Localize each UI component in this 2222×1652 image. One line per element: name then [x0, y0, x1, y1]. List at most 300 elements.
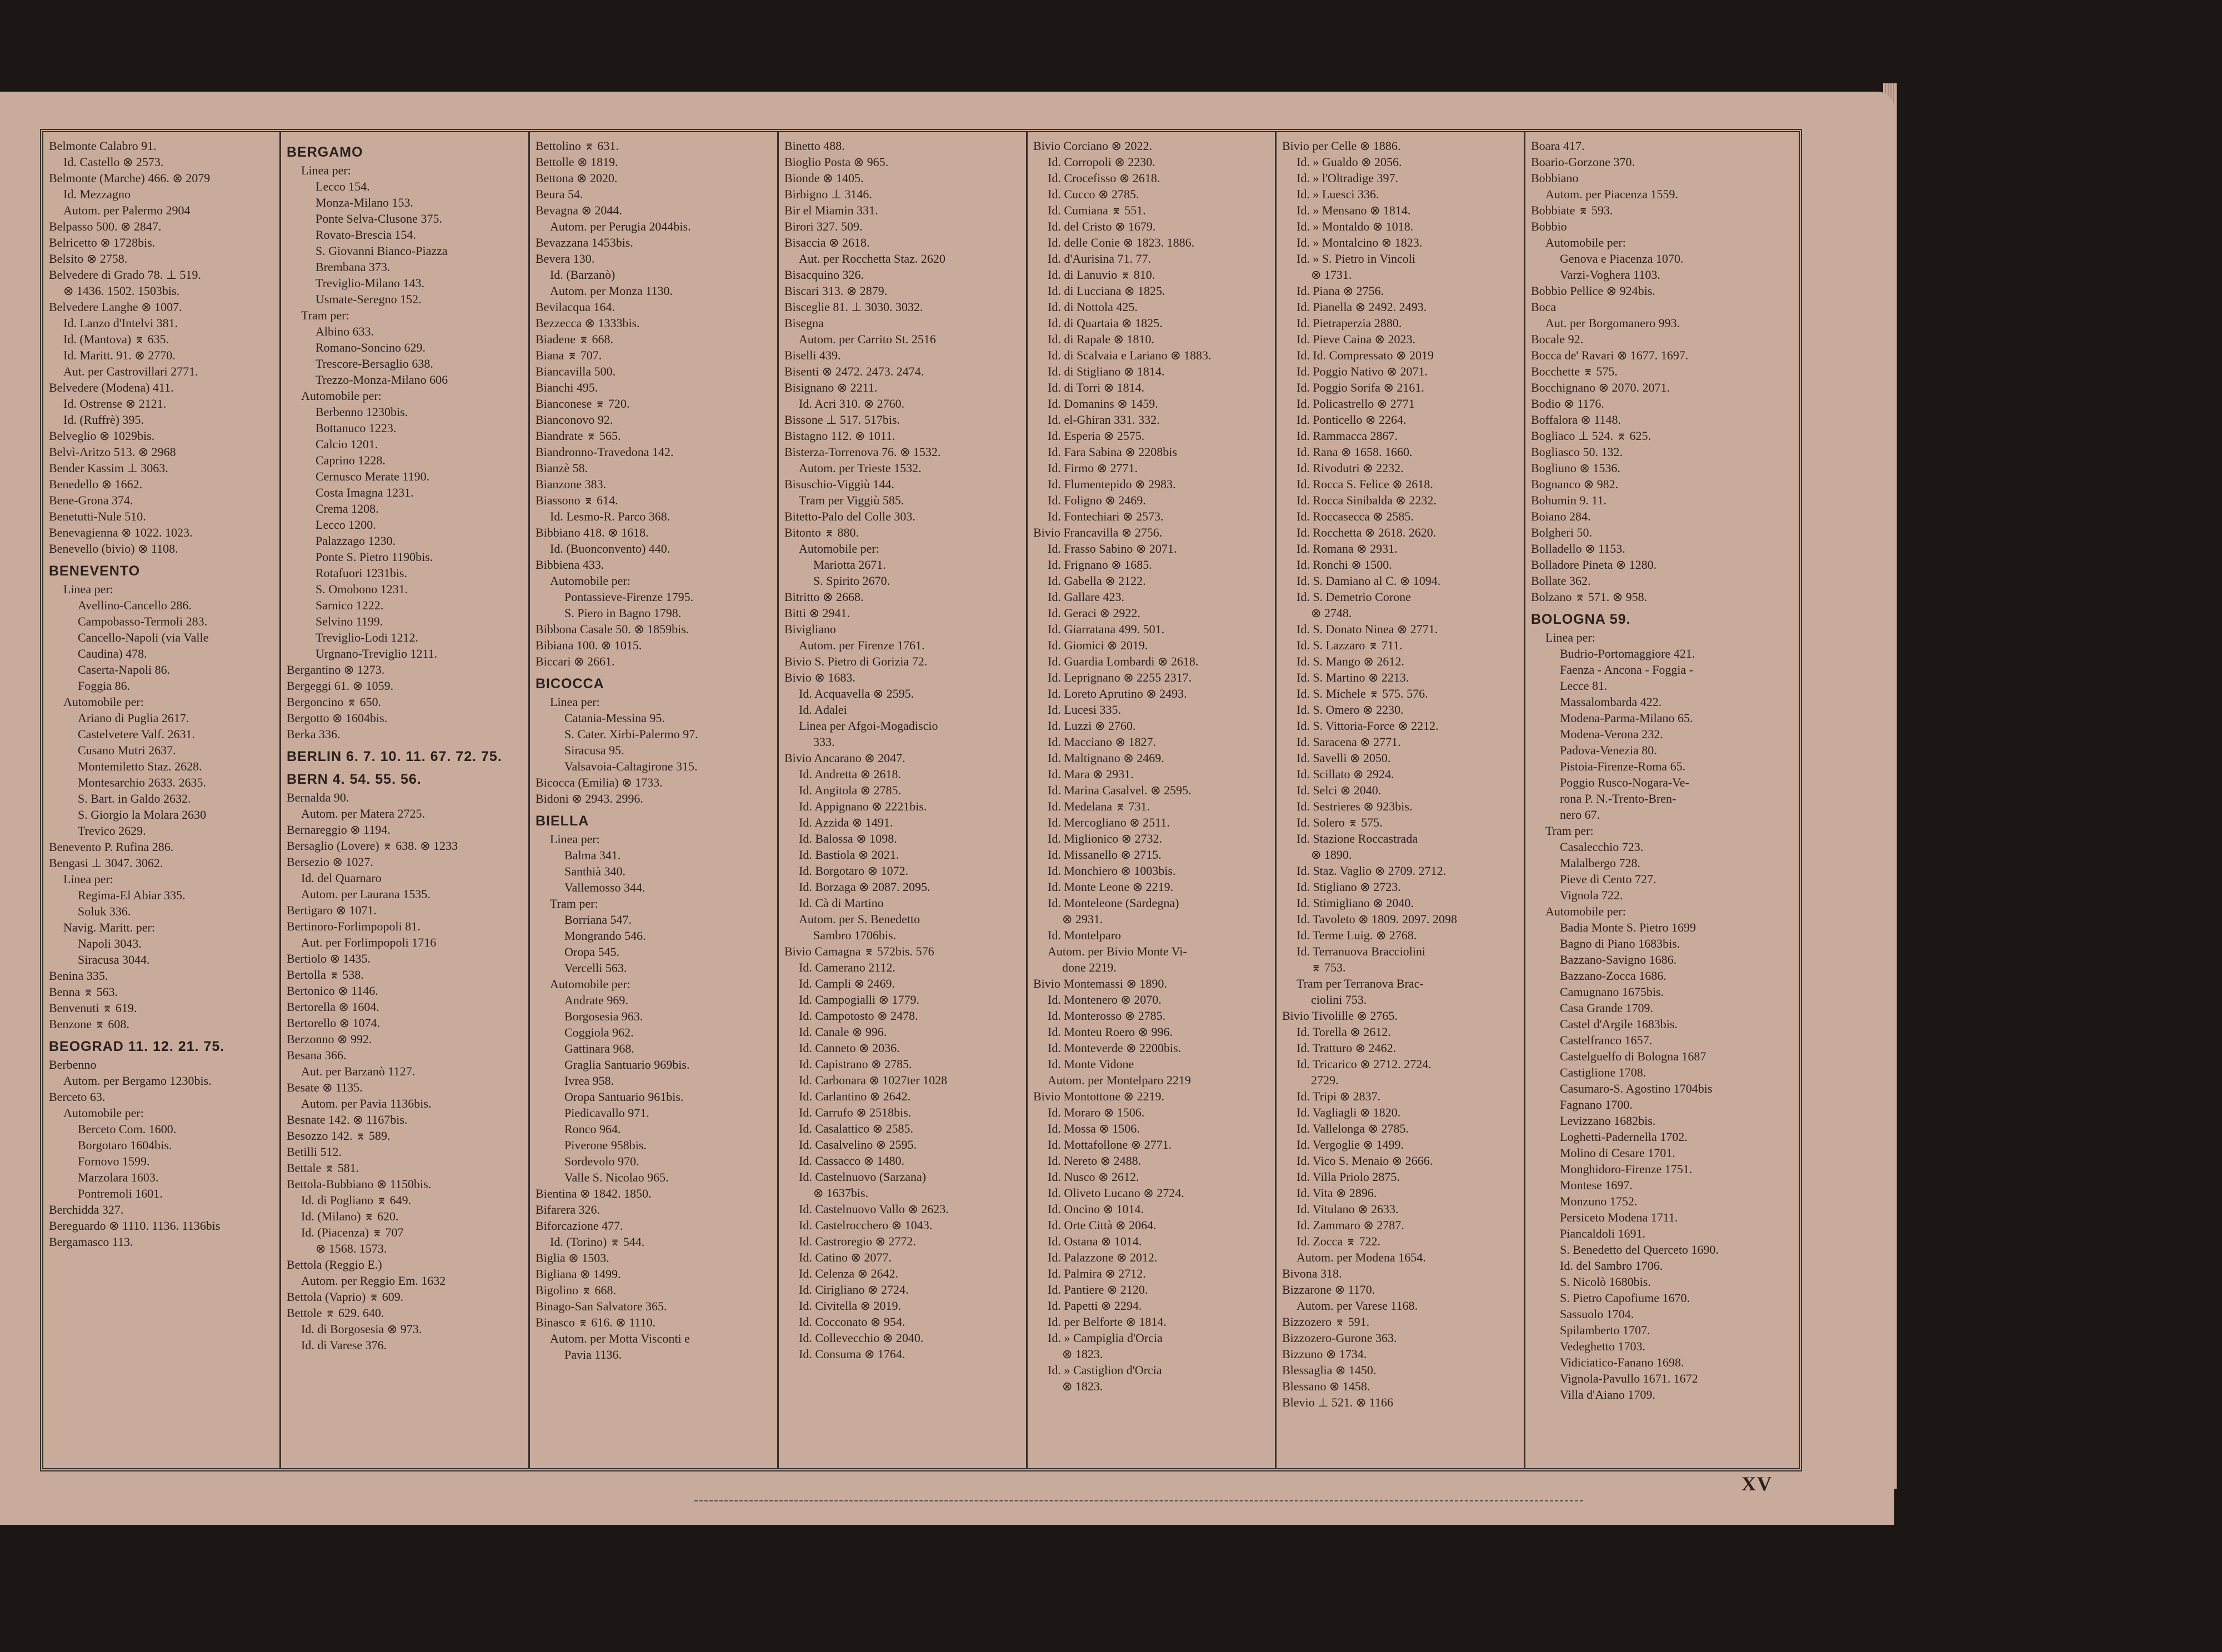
- index-entry: Id. Firmo ⊗ 2771.: [1048, 461, 1138, 475]
- index-entry: Borriana 547.: [564, 913, 632, 927]
- index-entry: Aut. per Castrovillari 2771.: [63, 364, 198, 378]
- index-entry: Autom. per Montelparo 2219: [1048, 1073, 1191, 1087]
- index-entry: Id. Tripi ⊗ 2837.: [1297, 1089, 1381, 1103]
- index-entry: Id. Selci ⊗ 2040.: [1297, 783, 1382, 797]
- index-entry: Avellino-Cancello 286.: [78, 598, 192, 612]
- index-entry: Id. di Quartaia ⊗ 1825.: [1048, 316, 1163, 330]
- index-entry: Bohumin 9. 11.: [1531, 493, 1607, 507]
- section-heading: BERN 4. 54. 55. 56.: [287, 772, 422, 787]
- index-entry: Id. Ronchi ⊗ 1500.: [1297, 558, 1392, 572]
- index-entry: Poggio Rusco-Nogara-Ve-: [1560, 775, 1689, 789]
- index-entry: Caudina) 478.: [78, 647, 147, 660]
- index-entry: Autom. per Laurana 1535.: [301, 887, 431, 901]
- index-entry: Id. S. Damiano al C. ⊗ 1094.: [1297, 574, 1441, 588]
- index-entry: Id. di Pogliano ⌆ 649.: [301, 1193, 412, 1207]
- index-entry: Berzonno ⊗ 992.: [287, 1032, 372, 1046]
- index-entry: Automobile per:: [63, 1106, 144, 1120]
- index-entry: Bernareggio ⊗ 1194.: [287, 823, 391, 837]
- index-entry: Castelfranco 1657.: [1560, 1033, 1653, 1047]
- index-entry: Bazzano-Savigno 1686.: [1560, 953, 1677, 967]
- index-entry: Bitonto ⌆ 880.: [784, 525, 859, 539]
- index-entry: Catania-Messina 95.: [564, 711, 665, 725]
- index-entry: S. Giorgio la Molara 2630: [78, 808, 207, 822]
- index-entry: Oropa 545.: [564, 945, 619, 959]
- index-entry: Id. del Cristo ⊗ 1679.: [1048, 219, 1156, 233]
- index-entry: Bagno di Piano 1683bis.: [1560, 937, 1680, 950]
- index-entry: Bollate 362.: [1531, 574, 1591, 588]
- index-entry: Id. Fontechiari ⊗ 2573.: [1048, 509, 1164, 523]
- page-number: XV: [1741, 1473, 1773, 1495]
- index-entry: Id. Marina Casalvel. ⊗ 2595.: [1048, 783, 1192, 797]
- index-entry: Id. Leprignano ⊗ 2255 2317.: [1048, 670, 1192, 684]
- index-entry: Blessano ⊗ 1458.: [1282, 1379, 1370, 1393]
- index-column-2: [281, 132, 530, 1468]
- index-entry: Bianzè 58.: [536, 461, 588, 475]
- index-entry: Bianconese ⌆ 720.: [536, 397, 630, 411]
- index-entry: Bigolino ⌆ 668.: [536, 1283, 616, 1297]
- index-entry: Belvedere Langhe ⊗ 1007.: [49, 300, 182, 314]
- index-entry: Id. di Nottola 425.: [1048, 300, 1138, 314]
- index-entry: Id. Mossa ⊗ 1506.: [1048, 1122, 1140, 1135]
- index-entry: Id. Poggio Nativo ⊗ 2071.: [1297, 364, 1428, 378]
- index-entry: Binago-San Salvatore 365.: [536, 1299, 667, 1313]
- index-entry: Piedicavallo 971.: [564, 1106, 649, 1120]
- index-entry: Birbigno ⊥ 3146.: [784, 187, 872, 201]
- index-entry: Id. Loreto Aprutino ⊗ 2493.: [1048, 687, 1187, 700]
- index-entry: Biscari 313. ⊗ 2879.: [784, 284, 888, 298]
- index-entry: Bisignano ⊗ 2211.: [784, 381, 878, 394]
- index-entry: Id. Monte Vidone: [1048, 1057, 1134, 1071]
- index-entry: Bisceglie 81. ⊥ 3030. 3032.: [784, 300, 923, 314]
- index-entry: Montemiletto Staz. 2628.: [78, 759, 202, 773]
- index-entry: Autom. per Piacenza 1559.: [1545, 187, 1678, 201]
- index-entry: Id. Id. Compressato ⊗ 2019: [1297, 348, 1434, 362]
- index-entry: Id. » Mensano ⊗ 1814.: [1297, 203, 1411, 217]
- index-entry: Id. (Ruffrè) 395.: [63, 413, 144, 427]
- index-entry: Bergoncino ⌆ 650.: [287, 695, 382, 709]
- index-entry: Belmonte Calabro 91.: [49, 139, 157, 153]
- index-entry: 2729.: [1311, 1073, 1339, 1087]
- index-entry: Urgnano-Treviglio 1211.: [316, 647, 438, 660]
- index-entry: Id. Casalattico ⊗ 2585.: [799, 1122, 914, 1135]
- index-entry: Autom. per S. Benedetto: [799, 912, 920, 926]
- index-entry: Bender Kassim ⊥ 3063.: [49, 461, 168, 475]
- index-entry: Crema 1208.: [316, 502, 379, 515]
- index-entry: Aut. per Rocchetta Staz. 2620: [799, 252, 945, 266]
- index-entry: Mariotta 2671.: [813, 558, 886, 572]
- index-entry: Automobile per:: [799, 542, 879, 555]
- index-entry: Bettola (Vaprio) ⌆ 609.: [287, 1290, 404, 1304]
- index-entry: Autom. per Modena 1654.: [1297, 1250, 1426, 1264]
- index-entry: Id. » Montalcino ⊗ 1823.: [1297, 236, 1423, 249]
- index-entry: Castelvetere Valf. 2631.: [78, 727, 195, 741]
- index-entry: Id. S. Martino ⊗ 2213.: [1297, 670, 1409, 684]
- index-entry: Id. » Luesci 336.: [1297, 187, 1379, 201]
- index-entry: Bersaglio (Lovere) ⌆ 638. ⊗ 1233: [287, 839, 458, 853]
- index-entry: Id. » Campiglia d'Orcia: [1048, 1331, 1163, 1345]
- index-entry: Modena-Verona 232.: [1560, 727, 1663, 741]
- index-entry: Id. Staz. Vaglio ⊗ 2709. 2712.: [1297, 864, 1447, 878]
- index-entry: Id. Carbonara ⊗ 1027ter 1028: [799, 1073, 948, 1087]
- index-entry: Bettola (Reggio E.): [287, 1258, 382, 1271]
- index-entry: Id. S. Donato Ninea ⊗ 2771.: [1297, 622, 1438, 636]
- index-entry: Bettola-Bubbiano ⊗ 1150bis.: [287, 1177, 432, 1191]
- index-entry: Casa Grande 1709.: [1560, 1001, 1654, 1015]
- index-entry: ⊗ 1731.: [1311, 268, 1352, 282]
- index-entry: Id. Vita ⊗ 2896.: [1297, 1186, 1377, 1200]
- index-entry: Bitritto ⊗ 2668.: [784, 590, 864, 604]
- index-entry: Boffalora ⊗ 1148.: [1531, 413, 1622, 427]
- index-entry: Bizzozero-Gurone 363.: [1282, 1331, 1397, 1345]
- index-entry: Autom. per Reggio Em. 1632: [301, 1274, 446, 1288]
- index-entry: Binetto 488.: [784, 139, 845, 153]
- section-heading: BICOCCA: [536, 676, 604, 692]
- index-entry: Belveglio ⊗ 1029bis.: [49, 429, 155, 443]
- index-entry: Vidiciatico-Fanano 1698.: [1560, 1355, 1684, 1369]
- index-entry: Id. Gabella ⊗ 2122.: [1048, 574, 1146, 588]
- index-entry: Bogliaco ⊥ 524. ⌆ 625.: [1531, 429, 1652, 443]
- index-entry: Usmate-Seregno 152.: [316, 292, 422, 306]
- index-entry: Bivio ⊗ 1683.: [784, 670, 855, 684]
- index-entry: Borgosesia 963.: [564, 1009, 643, 1023]
- index-entry: Boiano 284.: [1531, 509, 1591, 523]
- index-entry: Graglia Santuario 969bis.: [564, 1058, 690, 1072]
- index-entry: Bertiolo ⊗ 1435.: [287, 952, 371, 965]
- index-entry: Id. Terranuova Bracciolini: [1297, 944, 1426, 958]
- index-entry: Benina 335.: [49, 969, 108, 983]
- index-entry: Vedeghetto 1703.: [1560, 1339, 1645, 1353]
- index-entry: Bertolla ⌆ 538.: [287, 968, 364, 982]
- index-entry: Id. Camerano 2112.: [799, 960, 895, 974]
- index-entry: Bertorello ⊗ 1074.: [287, 1016, 381, 1030]
- index-entry: Bettolle ⊗ 1819.: [536, 155, 618, 169]
- index-entry: Id. Guardia Lombardi ⊗ 2618.: [1048, 654, 1199, 668]
- index-entry: Tram per:: [550, 897, 598, 910]
- index-entry: Id. Campli ⊗ 2469.: [799, 977, 895, 990]
- section-heading: BENEVENTO: [49, 563, 141, 579]
- index-entry: Casalecchio 723.: [1560, 840, 1644, 854]
- index-entry: Id. di Rapale ⊗ 1810.: [1048, 332, 1154, 346]
- index-entry: Id. Azzida ⊗ 1491.: [799, 815, 893, 829]
- index-entry: Besozzo 142. ⌆ 589.: [287, 1129, 391, 1143]
- index-entry: Autom. per Bergamo 1230bis.: [63, 1074, 212, 1088]
- index-column-4: [779, 132, 1028, 1468]
- index-entry: Id. Ostrense ⊗ 2121.: [63, 397, 167, 411]
- index-entry: Bivio Montemassi ⊗ 1890.: [1033, 977, 1167, 990]
- index-entry: Bivio Francavilla ⊗ 2756.: [1033, 525, 1163, 539]
- index-entry: Bolladore Pineta ⊗ 1280.: [1531, 558, 1657, 572]
- index-entry: Belvì-Aritzo 513. ⊗ 2968: [49, 445, 176, 459]
- index-entry: Treviglio-Milano 143.: [316, 276, 424, 290]
- index-entry: Lecce 81.: [1560, 679, 1608, 693]
- index-entry: Id. Monteverde ⊗ 2200bis.: [1048, 1041, 1182, 1055]
- index-entry: Benna ⌆ 563.: [49, 985, 118, 999]
- index-entry: Benedello ⊗ 1662.: [49, 477, 143, 491]
- index-entry: Linea per:: [550, 695, 600, 709]
- index-entry: Lecco 1200.: [316, 518, 376, 532]
- index-entry: Id. Zocca ⌆ 722.: [1297, 1234, 1380, 1248]
- index-entry: Bigliana ⊗ 1499.: [536, 1267, 621, 1281]
- index-entry: Camugnano 1675bis.: [1560, 985, 1664, 999]
- index-entry: Id. » Castiglion d'Orcia: [1048, 1363, 1162, 1377]
- index-entry: Pavia 1136.: [564, 1348, 622, 1361]
- section-heading: BIELLA: [536, 813, 589, 829]
- index-entry: Berceto 63.: [49, 1090, 106, 1104]
- index-entry: Piancaldoli 1691.: [1560, 1227, 1645, 1240]
- index-entry: Bobbio: [1531, 219, 1567, 233]
- index-entry: Id. Lesmo-R. Parco 368.: [550, 509, 670, 523]
- index-entry: Bisterza-Torrenova 76. ⊗ 1532.: [784, 445, 941, 459]
- index-entry: Autom. per Perugia 2044bis.: [550, 219, 691, 233]
- index-column-5: [1028, 132, 1277, 1468]
- index-entry: Id. Pianella ⊗ 2492. 2493.: [1297, 300, 1427, 314]
- index-entry: Boca: [1531, 300, 1557, 314]
- index-entry: Cernusco Merate 1190.: [316, 469, 430, 483]
- index-entry: Id. Castelrocchero ⊗ 1043.: [799, 1218, 933, 1232]
- index-entry: Id. di Scalvaia e Lariano ⊗ 1883.: [1048, 348, 1212, 362]
- index-entry: Id. S. Demetrio Corone: [1297, 590, 1411, 604]
- index-entry: Fornovo 1599.: [78, 1154, 150, 1168]
- index-entry: Santhià 340.: [564, 864, 625, 878]
- index-entry: Castiglione 1708.: [1560, 1065, 1647, 1079]
- index-entry: Id. Zammaro ⊗ 2787.: [1297, 1218, 1404, 1232]
- index-entry: Id. Campotosto ⊗ 2478.: [799, 1009, 918, 1023]
- index-entry: Bivio Tivolille ⊗ 2765.: [1282, 1009, 1398, 1023]
- index-entry: Id. Celenza ⊗ 2642.: [799, 1266, 899, 1280]
- index-entry: Lecco 154.: [316, 179, 370, 193]
- index-column-6: [1277, 132, 1525, 1468]
- index-entry: Id. S. Vittoria-Force ⊗ 2212.: [1297, 719, 1439, 733]
- index-entry: Bevera 130.: [536, 252, 595, 266]
- index-entry: Id. Oncino ⊗ 1014.: [1048, 1202, 1144, 1216]
- index-entry: Bientina ⊗ 1842. 1850.: [536, 1187, 652, 1200]
- index-entry: Calcio 1201.: [316, 437, 378, 451]
- index-entry: Id. Papetti ⊗ 2294.: [1048, 1299, 1142, 1313]
- index-entry: Id. Savelli ⊗ 2050.: [1297, 751, 1391, 765]
- index-entry: Castelguelfo di Bologna 1687: [1560, 1049, 1706, 1063]
- index-entry: Bevagna ⊗ 2044.: [536, 203, 622, 217]
- index-entry: Id. Castroregio ⊗ 2772.: [799, 1234, 916, 1248]
- index-entry: Modena-Parma-Milano 65.: [1560, 711, 1693, 725]
- index-entry: ⌆ 753.: [1311, 960, 1346, 974]
- index-entry: Biccari ⊗ 2661.: [536, 654, 615, 668]
- index-entry: Id. Castelnuovo Vallo ⊗ 2623.: [799, 1202, 949, 1216]
- index-entry: Automobile per:: [301, 389, 382, 403]
- index-entry: Aut. per Barzanò 1127.: [301, 1064, 416, 1078]
- index-entry: Id. di Varese 376.: [301, 1338, 387, 1352]
- index-entry: Selvino 1199.: [316, 614, 383, 628]
- index-entry: Id. Oliveto Lucano ⊗ 2724.: [1048, 1186, 1184, 1200]
- index-entry: Autom. per Bivio Monte Vi-: [1048, 944, 1187, 958]
- index-entry: Malalbergo 728.: [1560, 856, 1641, 870]
- index-entry: Bisegna: [784, 316, 824, 330]
- index-entry: Id. Andretta ⊗ 2618.: [799, 767, 902, 781]
- index-entry: Id. Rammacca 2867.: [1297, 429, 1398, 443]
- index-entry: Bisenti ⊗ 2472. 2473. 2474.: [784, 364, 924, 378]
- index-entry: Id. Lanzo d'Intelvi 381.: [63, 316, 178, 330]
- index-entry: ⊗ 1637bis.: [813, 1186, 869, 1200]
- index-entry: Tram per:: [1545, 824, 1594, 838]
- index-entry: Vercelli 563.: [564, 961, 627, 975]
- index-entry: Id. Casalvelino ⊗ 2595.: [799, 1138, 917, 1152]
- index-entry: Piverone 958bis.: [564, 1138, 647, 1152]
- index-entry: Id. el-Ghiran 331. 332.: [1048, 413, 1160, 427]
- index-entry: Id. Saracena ⊗ 2771.: [1297, 735, 1401, 749]
- index-entry: Berbenno: [49, 1058, 97, 1072]
- index-entry: Tram per Terranova Brac-: [1297, 977, 1424, 990]
- index-entry: ⊗ 2931.: [1062, 912, 1103, 926]
- index-entry: Bir el Miamin 331.: [784, 203, 878, 217]
- index-entry: Id. Pieve Caina ⊗ 2023.: [1297, 332, 1415, 346]
- index-entry: Id. Flumentepido ⊗ 2983.: [1048, 477, 1176, 491]
- index-entry: Costa Imagna 1231.: [316, 485, 414, 499]
- index-entry: Besate ⊗ 1135.: [287, 1080, 363, 1094]
- index-column-1: [43, 132, 281, 1468]
- index-entry: Id. Crocefisso ⊗ 2618.: [1048, 171, 1160, 185]
- index-entry: Id. Geraci ⊗ 2922.: [1048, 606, 1140, 620]
- index-entry: S. Cater. Xirbi-Palermo 97.: [564, 727, 698, 741]
- index-entry: Id. Castello ⊗ 2573.: [63, 155, 164, 169]
- index-entry: Id. Rocchetta ⊗ 2618. 2620.: [1297, 525, 1437, 539]
- index-entry: Id. Frasso Sabino ⊗ 2071.: [1048, 542, 1177, 555]
- index-entry: Linea per:: [301, 163, 351, 177]
- index-column-7: [1525, 132, 1799, 1468]
- index-entry: Id. Civitella ⊗ 2019.: [799, 1299, 902, 1313]
- index-entry: Blessaglia ⊗ 1450.: [1282, 1363, 1377, 1377]
- index-entry: Biforcazione 477.: [536, 1219, 623, 1233]
- index-entry: Id. di Borgosesia ⊗ 973.: [301, 1322, 422, 1336]
- index-entry: Id. Carrufo ⊗ 2518bis.: [799, 1105, 912, 1119]
- index-entry: Marzolara 1603.: [78, 1170, 159, 1184]
- index-entry: Bibiana 100. ⊗ 1015.: [536, 638, 642, 652]
- index-entry: Benetutti-Nule 510.: [49, 509, 146, 523]
- index-entry: Id. Tratturo ⊗ 2462.: [1297, 1041, 1397, 1055]
- index-entry: Id. Sestrieres ⊗ 923bis.: [1297, 799, 1413, 813]
- index-entry: Palazzago 1230.: [316, 534, 396, 548]
- section-heading: BEOGRAD 11. 12. 21. 75.: [49, 1039, 225, 1054]
- index-entry: Belmonte (Marche) 466. ⊗ 2079: [49, 171, 211, 185]
- index-entry: Bolladello ⊗ 1153.: [1531, 542, 1625, 555]
- index-entry: Linea per:: [550, 832, 600, 846]
- index-entry: Boara 417.: [1531, 139, 1585, 153]
- index-entry: Bergotto ⊗ 1604bis.: [287, 711, 388, 725]
- index-entry: Bianconovo 92.: [536, 413, 613, 427]
- index-entry: Andrate 969.: [564, 993, 628, 1007]
- index-entry: rona P. N.-Trento-Bren-: [1560, 792, 1676, 805]
- index-entry: Besnate 142. ⊗ 1167bis.: [287, 1113, 408, 1127]
- index-entry: Id. Monteleone (Sardegna): [1048, 896, 1179, 910]
- index-entry: Id. Appignano ⊗ 2221bis.: [799, 799, 927, 813]
- index-entry: Id. (Piacenza) ⌆ 707: [301, 1225, 404, 1239]
- index-entry: Monghidoro-Firenze 1751.: [1560, 1162, 1693, 1176]
- index-entry: Id. Angitola ⊗ 2785.: [799, 783, 902, 797]
- index-entry: Balma 341.: [564, 848, 621, 862]
- index-entry: Bettona ⊗ 2020.: [536, 171, 618, 185]
- index-entry: Vallemosso 344.: [564, 880, 645, 894]
- index-entry: Biselli 439.: [784, 348, 841, 362]
- index-entry: Birori 327. 509.: [784, 219, 863, 233]
- index-entry: S. Nicolò 1680bis.: [1560, 1275, 1651, 1289]
- index-entry: Id. Cocconato ⊗ 954.: [799, 1315, 905, 1329]
- index-entry: Sassuolo 1704.: [1560, 1307, 1634, 1321]
- index-entry: Siracusa 95.: [564, 743, 624, 757]
- section-heading: BOLOGNA 59.: [1531, 612, 1631, 627]
- index-entry: ⊗ 1568. 1573.: [316, 1241, 387, 1255]
- index-entry: Bidoni ⊗ 2943. 2996.: [536, 792, 643, 805]
- index-entry: Id. Rocca S. Felice ⊗ 2618.: [1297, 477, 1433, 491]
- index-entry: Sordevolo 970.: [564, 1154, 639, 1168]
- index-entry: Id. per Belforte ⊗ 1814.: [1048, 1315, 1167, 1329]
- index-entry: S. Piero in Bagno 1798.: [564, 606, 682, 620]
- index-entry: Valsavoia-Caltagirone 315.: [564, 759, 698, 773]
- index-entry: Bisaccia ⊗ 2618.: [784, 236, 870, 249]
- index-entry: Id. Monteu Roero ⊗ 996.: [1048, 1025, 1173, 1039]
- index-entry: Bezzecca ⊗ 1333bis.: [536, 316, 640, 330]
- index-entry: ⊗ 1823.: [1062, 1347, 1103, 1361]
- index-entry: Benevello (bivio) ⊗ 1108.: [49, 542, 178, 555]
- index-entry: Bioglio Posta ⊗ 965.: [784, 155, 889, 169]
- index-entry: Biandronno-Travedona 142.: [536, 445, 674, 459]
- index-entry: Bicocca (Emilia) ⊗ 1733.: [536, 775, 663, 789]
- index-entry: ⊗ 2748.: [1311, 606, 1352, 620]
- index-entry: Id. Pietraperzia 2880.: [1297, 316, 1402, 330]
- index-entry: Id. Tricarico ⊗ 2712. 2724.: [1297, 1057, 1432, 1071]
- index-entry: Id. Cirigliano ⊗ 2724.: [799, 1283, 909, 1296]
- index-entry: Borgotaro 1604bis.: [78, 1138, 172, 1152]
- index-entry: Autom. per Carrito St. 2516: [799, 332, 936, 346]
- index-table: [40, 129, 1802, 1471]
- index-entry: Loghetti-Padernella 1702.: [1560, 1130, 1688, 1144]
- index-entry: Id. (Torino) ⌆ 544.: [550, 1235, 645, 1249]
- index-entry: Bobbiate ⌆ 593.: [1531, 203, 1613, 217]
- index-entry: Bazzano-Zocca 1686.: [1560, 969, 1666, 983]
- index-entry: Id. (Barzanò): [550, 268, 615, 282]
- index-entry: Valle S. Nicolao 965.: [564, 1170, 669, 1184]
- index-entry: Id. di Stigliano ⊗ 1814.: [1048, 364, 1165, 378]
- index-entry: Id. Luzzi ⊗ 2760.: [1048, 719, 1136, 733]
- index-entry: Bisacquino 326.: [784, 268, 864, 282]
- index-entry: Cusano Mutri 2637.: [78, 743, 176, 757]
- index-entry: Bizzuno ⊗ 1734.: [1282, 1347, 1367, 1361]
- index-entry: Bereguardo ⊗ 1110. 1136. 1136bis: [49, 1219, 221, 1233]
- index-entry: Id. del Quarnaro: [301, 871, 382, 885]
- index-entry: Id. Canneto ⊗ 2036.: [799, 1041, 900, 1055]
- index-entry: Id. Mara ⊗ 2931.: [1048, 767, 1134, 781]
- index-entry: Id. Acri 310. ⊗ 2760.: [799, 397, 905, 411]
- index-entry: S. Benedetto del Querceto 1690.: [1560, 1243, 1719, 1256]
- index-entry: Id. Montenero ⊗ 2070.: [1048, 993, 1162, 1007]
- index-entry: Romano-Soncino 629.: [316, 341, 426, 354]
- index-entry: Id. Tavoleto ⊗ 1809. 2097. 2098: [1297, 912, 1458, 926]
- index-entry: Bobbio Pellice ⊗ 924bis.: [1531, 284, 1655, 298]
- index-entry: Levizzano 1682bis.: [1560, 1114, 1656, 1128]
- index-entry: Spilamberto 1707.: [1560, 1323, 1650, 1337]
- index-entry: Bevazzana 1453bis.: [536, 236, 633, 249]
- index-entry: Bernalda 90.: [287, 790, 349, 804]
- index-entry: Belricetto ⊗ 1728bis.: [49, 236, 156, 249]
- index-entry: Berka 336.: [287, 727, 341, 741]
- index-entry: Id. Domanins ⊗ 1459.: [1048, 397, 1158, 411]
- index-entry: Molino di Cesare 1701.: [1560, 1146, 1675, 1160]
- index-entry: Id. Romana ⊗ 2931.: [1297, 542, 1398, 555]
- index-entry: Budrio-Portomaggiore 421.: [1560, 647, 1695, 660]
- index-entry: Tram per Viggiù 585.: [799, 493, 904, 507]
- index-entry: Benvenuti ⌆ 619.: [49, 1001, 137, 1015]
- index-entry: Ponte S. Pietro 1190bis.: [316, 550, 433, 564]
- index-entry: Biglia ⊗ 1503.: [536, 1251, 609, 1265]
- index-entry: Id. Cucco ⊗ 2785.: [1048, 187, 1139, 201]
- index-entry: Id. Canale ⊗ 996.: [799, 1025, 887, 1039]
